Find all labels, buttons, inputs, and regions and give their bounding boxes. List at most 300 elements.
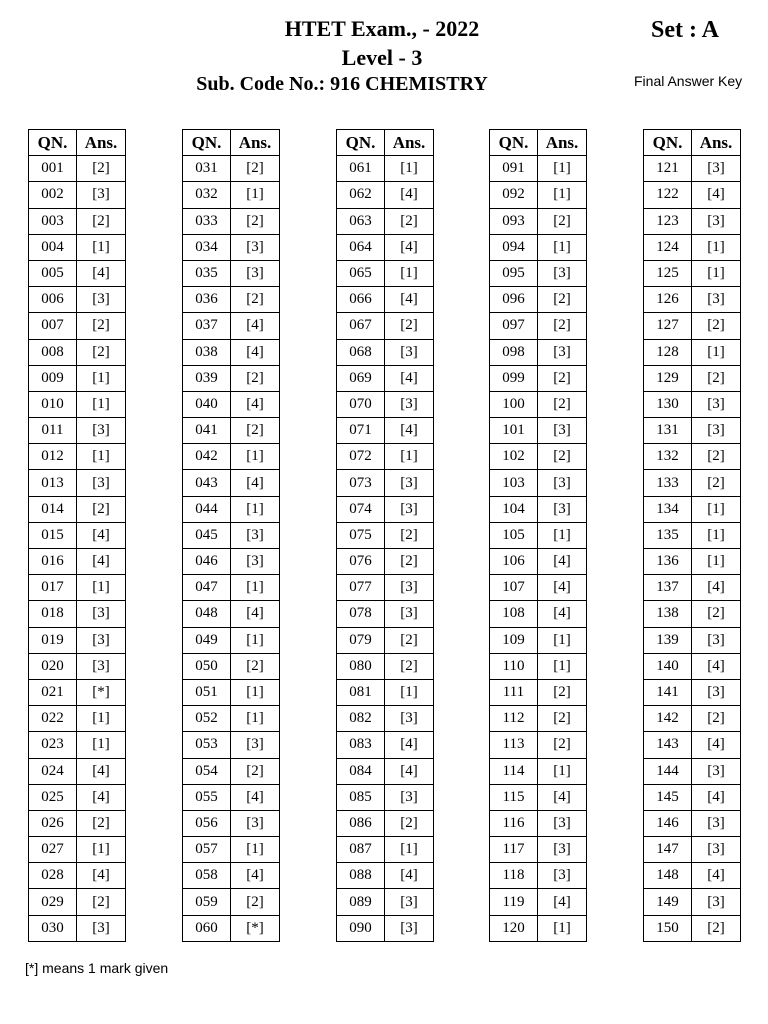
table-row xyxy=(644,915,741,941)
ans-header: Ans. xyxy=(692,130,741,156)
table-row xyxy=(644,706,741,732)
question-number: 015 xyxy=(29,522,77,548)
answer-value: [1] xyxy=(231,182,280,208)
table-row xyxy=(183,156,280,182)
table-row xyxy=(490,837,587,863)
question-number: 061 xyxy=(337,156,385,182)
table-row xyxy=(337,313,434,339)
table-row xyxy=(644,260,741,286)
table-row xyxy=(337,549,434,575)
answer-table-3 xyxy=(336,129,434,942)
question-number: 118 xyxy=(490,863,538,889)
question-number: 124 xyxy=(644,234,692,260)
answer-value: [3] xyxy=(692,418,741,444)
table-row xyxy=(29,863,126,889)
table-row xyxy=(337,260,434,286)
answer-value: [2] xyxy=(231,758,280,784)
answer-value: [3] xyxy=(231,732,280,758)
table-row xyxy=(337,444,434,470)
answer-value: [2] xyxy=(538,679,587,705)
question-number: 129 xyxy=(644,365,692,391)
question-number: 116 xyxy=(490,810,538,836)
question-number: 021 xyxy=(29,679,77,705)
answer-value: [4] xyxy=(77,522,126,548)
answer-value: [3] xyxy=(538,470,587,496)
answer-value: [4] xyxy=(385,863,434,889)
answer-value: [3] xyxy=(385,470,434,496)
answer-value: [1] xyxy=(538,522,587,548)
answer-value: [2] xyxy=(385,810,434,836)
answer-value: [1] xyxy=(385,444,434,470)
table-row xyxy=(490,496,587,522)
table-row xyxy=(337,496,434,522)
question-number: 083 xyxy=(337,732,385,758)
table-row xyxy=(183,706,280,732)
question-number: 121 xyxy=(644,156,692,182)
answer-value: [4] xyxy=(231,339,280,365)
question-number: 001 xyxy=(29,156,77,182)
table-row xyxy=(490,889,587,915)
answer-value: [1] xyxy=(231,627,280,653)
answer-value: [3] xyxy=(538,339,587,365)
answer-table-4 xyxy=(489,129,587,942)
table-row xyxy=(644,234,741,260)
question-number: 042 xyxy=(183,444,231,470)
table-row xyxy=(29,391,126,417)
table-row xyxy=(490,313,587,339)
question-number: 096 xyxy=(490,287,538,313)
table-row xyxy=(183,679,280,705)
question-number: 066 xyxy=(337,287,385,313)
answer-value: [*] xyxy=(231,915,280,941)
question-number: 045 xyxy=(183,522,231,548)
question-number: 064 xyxy=(337,234,385,260)
question-number: 137 xyxy=(644,575,692,601)
question-number: 043 xyxy=(183,470,231,496)
answer-value: [1] xyxy=(77,234,126,260)
table-row xyxy=(644,182,741,208)
question-number: 143 xyxy=(644,732,692,758)
table-row xyxy=(29,915,126,941)
question-number: 122 xyxy=(644,182,692,208)
answer-value: [4] xyxy=(231,601,280,627)
question-number: 005 xyxy=(29,260,77,286)
table-row xyxy=(337,706,434,732)
table-row xyxy=(490,915,587,941)
table-row xyxy=(644,339,741,365)
answer-value: [4] xyxy=(77,784,126,810)
table-row xyxy=(644,863,741,889)
question-number: 027 xyxy=(29,837,77,863)
table-row xyxy=(29,784,126,810)
question-number: 022 xyxy=(29,706,77,732)
answer-value: [2] xyxy=(231,156,280,182)
answer-value: [1] xyxy=(77,706,126,732)
answer-value: [3] xyxy=(77,287,126,313)
table-row xyxy=(490,287,587,313)
answer-value: [1] xyxy=(77,365,126,391)
answer-value: [1] xyxy=(538,627,587,653)
answer-value: [2] xyxy=(385,208,434,234)
table-row xyxy=(183,260,280,286)
table-row xyxy=(337,915,434,941)
question-number: 139 xyxy=(644,627,692,653)
answer-value: [3] xyxy=(77,915,126,941)
table-row xyxy=(644,444,741,470)
table-row xyxy=(29,234,126,260)
answer-value: [4] xyxy=(231,863,280,889)
question-number: 130 xyxy=(644,391,692,417)
question-number: 065 xyxy=(337,260,385,286)
table-row xyxy=(490,365,587,391)
answer-value: [3] xyxy=(385,889,434,915)
table-row xyxy=(183,732,280,758)
question-number: 085 xyxy=(337,784,385,810)
answer-value: [4] xyxy=(77,549,126,575)
table-row xyxy=(183,784,280,810)
table-row xyxy=(183,627,280,653)
answer-value: [1] xyxy=(77,732,126,758)
table-row xyxy=(183,653,280,679)
answer-value: [4] xyxy=(385,287,434,313)
table-row xyxy=(644,208,741,234)
question-number: 007 xyxy=(29,313,77,339)
answer-value: [1] xyxy=(77,575,126,601)
answer-value: [2] xyxy=(77,496,126,522)
table-row xyxy=(490,706,587,732)
table-row xyxy=(644,575,741,601)
answer-value: [3] xyxy=(692,837,741,863)
answer-value: [3] xyxy=(538,496,587,522)
question-number: 113 xyxy=(490,732,538,758)
answer-value: [3] xyxy=(692,758,741,784)
question-number: 092 xyxy=(490,182,538,208)
answer-table-1 xyxy=(28,129,126,942)
table-row xyxy=(644,758,741,784)
table-row xyxy=(490,601,587,627)
table-row xyxy=(644,601,741,627)
question-number: 040 xyxy=(183,391,231,417)
question-number: 094 xyxy=(490,234,538,260)
answer-table-2 xyxy=(182,129,280,942)
question-number: 010 xyxy=(29,391,77,417)
table-row xyxy=(337,601,434,627)
question-number: 107 xyxy=(490,575,538,601)
answer-value: [4] xyxy=(385,758,434,784)
table-row xyxy=(490,470,587,496)
question-number: 112 xyxy=(490,706,538,732)
table-row xyxy=(29,444,126,470)
table-row xyxy=(183,915,280,941)
question-number: 128 xyxy=(644,339,692,365)
answer-value: [2] xyxy=(538,732,587,758)
answer-value: [1] xyxy=(385,156,434,182)
table-row xyxy=(183,365,280,391)
question-number: 088 xyxy=(337,863,385,889)
table-row xyxy=(337,758,434,784)
answer-value: [1] xyxy=(231,837,280,863)
question-number: 048 xyxy=(183,601,231,627)
table-row xyxy=(183,444,280,470)
question-number: 077 xyxy=(337,575,385,601)
table-row xyxy=(644,653,741,679)
level-title: Level - 3 xyxy=(341,45,423,70)
answer-value: [4] xyxy=(231,391,280,417)
table-row xyxy=(490,575,587,601)
table-row xyxy=(490,234,587,260)
question-number: 126 xyxy=(644,287,692,313)
table-row xyxy=(644,522,741,548)
answer-value: [2] xyxy=(538,391,587,417)
question-number: 019 xyxy=(29,627,77,653)
question-number: 110 xyxy=(490,653,538,679)
question-number: 011 xyxy=(29,418,77,444)
question-number: 069 xyxy=(337,365,385,391)
table-row xyxy=(490,810,587,836)
table-header-row xyxy=(337,130,434,156)
question-number: 032 xyxy=(183,182,231,208)
answer-value: [1] xyxy=(538,156,587,182)
answer-value: [2] xyxy=(231,653,280,679)
question-number: 115 xyxy=(490,784,538,810)
answer-value: [2] xyxy=(692,706,741,732)
answer-value: [1] xyxy=(538,653,587,679)
question-number: 017 xyxy=(29,575,77,601)
answer-value: [2] xyxy=(77,339,126,365)
answer-value: [3] xyxy=(231,549,280,575)
table-row xyxy=(29,810,126,836)
question-number: 008 xyxy=(29,339,77,365)
answer-value: [2] xyxy=(692,313,741,339)
question-number: 090 xyxy=(337,915,385,941)
answer-value: [2] xyxy=(385,522,434,548)
table-row xyxy=(183,287,280,313)
question-number: 030 xyxy=(29,915,77,941)
table-row xyxy=(183,837,280,863)
answer-value: [3] xyxy=(231,234,280,260)
question-number: 131 xyxy=(644,418,692,444)
question-number: 120 xyxy=(490,915,538,941)
question-number: 148 xyxy=(644,863,692,889)
question-number: 037 xyxy=(183,313,231,339)
table-row xyxy=(183,339,280,365)
table-row xyxy=(644,313,741,339)
table-row xyxy=(337,391,434,417)
question-number: 050 xyxy=(183,653,231,679)
question-number: 046 xyxy=(183,549,231,575)
question-number: 125 xyxy=(644,260,692,286)
qn-header: QN. xyxy=(29,130,77,156)
question-number: 087 xyxy=(337,837,385,863)
table-row xyxy=(337,339,434,365)
question-number: 138 xyxy=(644,601,692,627)
question-number: 108 xyxy=(490,601,538,627)
answer-value: [2] xyxy=(385,549,434,575)
table-row xyxy=(29,496,126,522)
answer-value: [1] xyxy=(77,444,126,470)
answer-value: [3] xyxy=(77,470,126,496)
question-number: 102 xyxy=(490,444,538,470)
question-number: 140 xyxy=(644,653,692,679)
answer-value: [1] xyxy=(231,706,280,732)
table-row xyxy=(29,837,126,863)
table-row xyxy=(29,418,126,444)
table-row xyxy=(337,470,434,496)
table-row xyxy=(337,418,434,444)
question-number: 063 xyxy=(337,208,385,234)
answer-value: [2] xyxy=(77,313,126,339)
question-number: 146 xyxy=(644,810,692,836)
question-number: 058 xyxy=(183,863,231,889)
table-row xyxy=(29,156,126,182)
answer-value: [3] xyxy=(538,837,587,863)
question-number: 079 xyxy=(337,627,385,653)
answer-value: [4] xyxy=(692,732,741,758)
table-row xyxy=(337,784,434,810)
answer-value: [3] xyxy=(77,601,126,627)
table-row xyxy=(29,182,126,208)
question-number: 078 xyxy=(337,601,385,627)
table-row xyxy=(490,208,587,234)
table-row xyxy=(337,863,434,889)
answer-value: [2] xyxy=(77,889,126,915)
table-row xyxy=(337,732,434,758)
question-number: 062 xyxy=(337,182,385,208)
table-row xyxy=(490,549,587,575)
table-row xyxy=(183,418,280,444)
table-row xyxy=(29,208,126,234)
table-row xyxy=(337,156,434,182)
answer-value: [4] xyxy=(231,313,280,339)
question-number: 098 xyxy=(490,339,538,365)
table-header-row xyxy=(29,130,126,156)
answer-value: [3] xyxy=(231,260,280,286)
question-number: 100 xyxy=(490,391,538,417)
table-row xyxy=(337,575,434,601)
answer-value: [4] xyxy=(692,863,741,889)
question-number: 054 xyxy=(183,758,231,784)
answer-value: [3] xyxy=(77,627,126,653)
table-row xyxy=(29,758,126,784)
question-number: 012 xyxy=(29,444,77,470)
table-row xyxy=(644,418,741,444)
question-number: 097 xyxy=(490,313,538,339)
question-number: 145 xyxy=(644,784,692,810)
table-row xyxy=(29,732,126,758)
ans-header: Ans. xyxy=(538,130,587,156)
table-row xyxy=(644,627,741,653)
answer-value: [2] xyxy=(385,313,434,339)
answer-value: [4] xyxy=(692,784,741,810)
answer-value: [3] xyxy=(385,784,434,810)
question-number: 023 xyxy=(29,732,77,758)
table-row xyxy=(644,156,741,182)
answer-value: [2] xyxy=(231,208,280,234)
answer-value: [4] xyxy=(385,418,434,444)
answer-value: [4] xyxy=(385,234,434,260)
answer-key-label: Final Answer Key xyxy=(634,73,743,89)
table-row xyxy=(644,732,741,758)
question-number: 114 xyxy=(490,758,538,784)
table-row xyxy=(490,156,587,182)
answer-value: [4] xyxy=(77,863,126,889)
question-number: 144 xyxy=(644,758,692,784)
table-row xyxy=(490,444,587,470)
table-row xyxy=(29,706,126,732)
question-number: 076 xyxy=(337,549,385,575)
question-number: 074 xyxy=(337,496,385,522)
table-row xyxy=(337,679,434,705)
table-row xyxy=(183,234,280,260)
question-number: 082 xyxy=(337,706,385,732)
answer-value: [4] xyxy=(385,365,434,391)
table-row xyxy=(337,522,434,548)
answer-value: [2] xyxy=(385,627,434,653)
question-number: 150 xyxy=(644,915,692,941)
table-row xyxy=(490,418,587,444)
qn-header: QN. xyxy=(337,130,385,156)
question-number: 051 xyxy=(183,679,231,705)
answer-value: [4] xyxy=(385,732,434,758)
question-number: 101 xyxy=(490,418,538,444)
question-number: 080 xyxy=(337,653,385,679)
table-row xyxy=(644,470,741,496)
answer-value: [1] xyxy=(231,679,280,705)
table-row xyxy=(183,496,280,522)
question-number: 091 xyxy=(490,156,538,182)
question-number: 004 xyxy=(29,234,77,260)
question-number: 147 xyxy=(644,837,692,863)
table-row xyxy=(337,627,434,653)
ans-header: Ans. xyxy=(385,130,434,156)
table-row xyxy=(490,339,587,365)
answer-value: [3] xyxy=(692,156,741,182)
answer-value: [4] xyxy=(538,549,587,575)
table-row xyxy=(29,575,126,601)
question-number: 086 xyxy=(337,810,385,836)
answer-value: [3] xyxy=(385,601,434,627)
answer-value: [1] xyxy=(692,496,741,522)
answer-value: [4] xyxy=(538,784,587,810)
table-row xyxy=(490,732,587,758)
question-number: 089 xyxy=(337,889,385,915)
question-number: 104 xyxy=(490,496,538,522)
question-number: 003 xyxy=(29,208,77,234)
table-row xyxy=(490,758,587,784)
answer-value: [3] xyxy=(692,627,741,653)
table-row xyxy=(644,889,741,915)
question-number: 034 xyxy=(183,234,231,260)
question-number: 029 xyxy=(29,889,77,915)
question-number: 016 xyxy=(29,549,77,575)
question-number: 060 xyxy=(183,915,231,941)
subject-title: Sub. Code No.: 916 CHEMISTRY xyxy=(196,73,488,95)
question-number: 132 xyxy=(644,444,692,470)
question-number: 025 xyxy=(29,784,77,810)
question-number: 038 xyxy=(183,339,231,365)
set-label: Set : A xyxy=(651,17,719,43)
table-row xyxy=(29,601,126,627)
answer-value: [3] xyxy=(385,915,434,941)
question-number: 059 xyxy=(183,889,231,915)
question-number: 149 xyxy=(644,889,692,915)
answer-value: [1] xyxy=(385,260,434,286)
answer-value: [3] xyxy=(692,889,741,915)
answer-value: [2] xyxy=(538,444,587,470)
table-row xyxy=(183,601,280,627)
answer-value: [3] xyxy=(692,679,741,705)
question-number: 123 xyxy=(644,208,692,234)
